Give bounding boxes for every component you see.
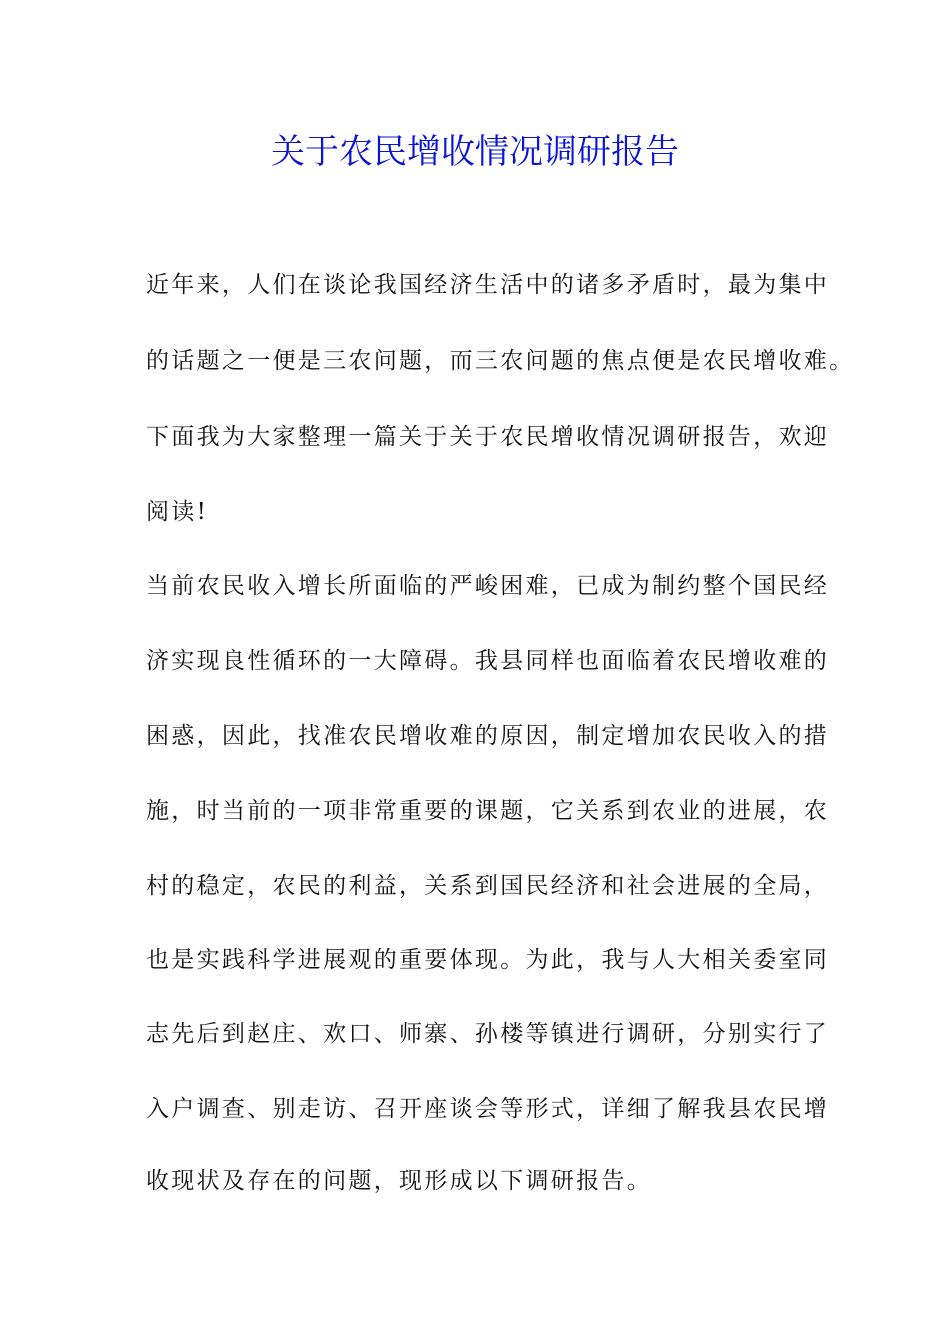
paragraph-line: 也是实践科学进展观的重要体现。为此，我与人大相关委室同 — [146, 947, 830, 973]
paragraph-line: 下面我为大家整理一篇关于关于农民增收情况调研报告，欢迎 — [146, 424, 830, 450]
paragraph-line: 近年来，人们在谈论我国经济生活中的诸多矛盾时，最为集中 — [146, 272, 830, 298]
paragraph-line: 入户调查、别走访、召开座谈会等形式，详细了解我县农民增 — [146, 1096, 830, 1122]
paragraph-line: 志先后到赵庄、欢口、师寨、孙楼等镇进行调研，分别实行了 — [146, 1021, 830, 1047]
paragraph-line: 村的稳定，农民的利益，关系到国民经济和社会进展的全局， — [146, 873, 830, 899]
paragraph-line: 当前农民收入增长所面临的严峻困难，已成为制约整个国民经 — [146, 573, 830, 599]
paragraph-line: 收现状及存在的问题，现形成以下调研报告。 — [146, 1168, 652, 1194]
paragraph-line: 的话题之一便是三农问题，而三农问题的焦点便是农民增收难。 — [146, 348, 855, 374]
paragraph-line: 施，时当前的一项非常重要的课题，它关系到农业的进展，农 — [146, 798, 830, 824]
paragraph-line: 困惑，因此，找准农民增收难的原因，制定增加农民收入的措 — [146, 723, 830, 749]
paragraph-line: 济实现良性循环的一大障碍。我县同样也面临着农民增收难的 — [146, 648, 830, 674]
paragraph-line: 阅读! — [146, 499, 209, 525]
document-title: 关于农民增收情况调研报告 — [271, 132, 679, 172]
